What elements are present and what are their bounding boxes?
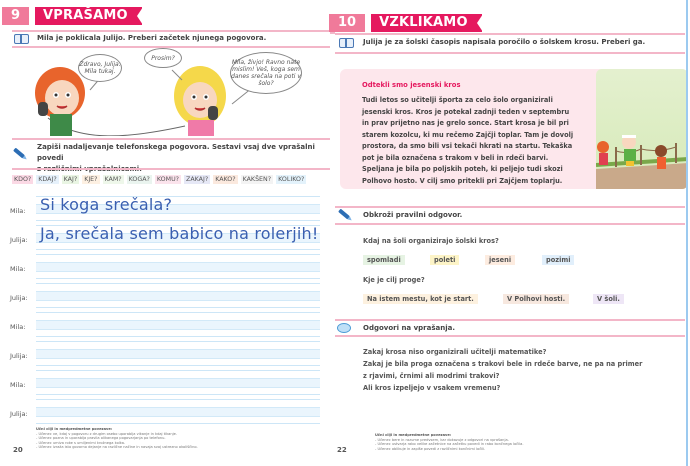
writing-band[interactable]: [36, 378, 320, 388]
question-2: Kje je cilj proge?: [363, 276, 425, 284]
story-line: pot je bila označena s trakom v beli in rdeči barvi.: [362, 153, 549, 162]
guide-line: [36, 254, 320, 255]
guide-line: [36, 365, 320, 366]
guide-line: [36, 283, 320, 284]
instruction-read: Julija je za šolski časopis napisala poročilo o šolskem krosu. Preberi ga.: [363, 38, 646, 46]
open-question: z rjavimi, črnimi ali modrimi trakovi?: [363, 372, 500, 380]
footer-title: Učni cilji in medpredmetne povezave:: [36, 427, 113, 431]
handwritten-answer: Ja, srečala sem babico na rolerjih!: [40, 224, 319, 243]
writing-band[interactable]: [36, 291, 320, 301]
guide-line: [36, 312, 320, 313]
section-number: 9: [2, 7, 29, 25]
footer-item: - Učenec pozna in uporablja pravila olikanega pogovarjanja po telefonu.: [36, 436, 166, 441]
speaker-label: Mila:: [10, 381, 26, 389]
footer-item: - Učenec izraža isto govorno dejanje na različne načine in navaja svoj ustrezno okoliščino.: [36, 445, 198, 450]
section-title: VPRAŠAMO: [35, 7, 142, 25]
story-text: [362, 95, 600, 187]
story-line: Tudi letos so učitelji športa za celo šolo organizirali: [362, 96, 553, 104]
pencil-icon: [338, 209, 350, 220]
instruction-line: [37, 164, 335, 175]
instruction-read: Mila je poklicala Julijo. Preberi začetek njunega pogovora.: [37, 34, 267, 42]
open-question: Zakaj je bila proga označena s trakovi bele in rdeče barve, ne pa na primer: [363, 360, 643, 368]
guide-line: [36, 336, 320, 337]
section-header-10: [329, 14, 482, 32]
left-page: [0, 0, 335, 466]
page-edge: [686, 0, 688, 466]
divider: [335, 335, 685, 337]
speaker-label: Julija:: [10, 410, 28, 418]
writing-band[interactable]: [36, 262, 320, 272]
page-number: 20: [13, 446, 23, 454]
dialogue-row: [0, 312, 330, 341]
guide-line: [36, 249, 320, 250]
speaker-label: Julija:: [10, 236, 28, 244]
speaker-label: Mila:: [10, 323, 26, 331]
pencil-icon: [13, 148, 25, 159]
instruction-write: [37, 142, 335, 175]
question-word-chip: KOLIKO?: [278, 176, 305, 183]
right-page: [335, 0, 690, 466]
answer-option[interactable]: poleti: [430, 255, 459, 265]
footer-item: - Učenec umiva roke s umiljenimi krožnega kolka.: [36, 440, 126, 445]
question-word-chip: KJE?: [84, 176, 98, 183]
story-line: in prav prijetno nas je grelo sonce. Start krosa je bil pri: [362, 119, 569, 127]
running-children-illustration: [596, 69, 688, 189]
answer-option[interactable]: jeseni: [485, 255, 515, 265]
question-word-chip: KAM?: [104, 176, 122, 183]
speaker-label: Julija:: [10, 352, 28, 360]
section-number: 10: [329, 14, 365, 32]
speaker-label: Julija:: [10, 294, 28, 302]
question-word-chip: KAJ?: [63, 176, 78, 183]
book-icon: [14, 34, 29, 44]
answer-option[interactable]: V Polhovi hosti.: [503, 294, 569, 304]
story-line: prostora, da smo bili vsi tekači hkrati na startu. Tekaška: [362, 142, 573, 150]
writing-band[interactable]: [36, 407, 320, 417]
story-line: Speljana je bila po poljskih poteh, ki peljejo tudi skozi: [362, 165, 563, 173]
divider: [335, 33, 685, 35]
dialogue-row: [0, 225, 330, 254]
dialogue-row: [0, 399, 330, 428]
answer-option[interactable]: Na istem mestu, kot je start.: [363, 294, 478, 304]
story-line: starem kozolcu, ki mu rečemo Zajčji toplar. Tam je dovolj: [362, 130, 574, 139]
speaker-label: Mila:: [10, 207, 26, 215]
footer-item: - Učenec oblikuje in zapiše povedi z različnimi končnimi ločili.: [375, 446, 486, 451]
dialogue-row: [0, 283, 330, 312]
story-title: Odtekli smo jesenski kros: [362, 81, 461, 89]
section-title: VZKLIKAMO: [371, 14, 482, 32]
dialogue-row: [0, 196, 330, 225]
guide-line: [36, 307, 320, 308]
question-word-chip: KDAJ?: [38, 176, 57, 183]
learning-goals-left: [36, 427, 198, 450]
writing-band[interactable]: [36, 320, 320, 330]
divider: [335, 206, 685, 208]
section-header-9: [2, 7, 142, 25]
dialogue-row: [0, 254, 330, 283]
open-question: Zakaj krosa niso organizirali učitelji matematike?: [363, 348, 547, 356]
cross-country-race-image: [596, 69, 688, 189]
guide-line: [36, 423, 320, 424]
divider: [335, 319, 685, 321]
speaker-label: Mila:: [10, 265, 26, 273]
book-icon: [339, 38, 354, 48]
speech-bubble-icon: [337, 323, 351, 333]
question-words: [12, 175, 306, 184]
speech-bubble-julija-2: Mila, živjo! Ravno nate mislim! Veš, koga sem danes srečala na poti v šolo?: [230, 52, 302, 94]
answer-option[interactable]: spomladi: [363, 255, 405, 265]
footer-item: - Učenec bere in razume predvsem, kar dokazuje z odgovori na vprašanja.: [375, 437, 509, 442]
page-number: 22: [337, 446, 347, 454]
question-1: Kdaj na šoli organizirajo šolski kros?: [363, 237, 499, 245]
story-line: Polhovo hosto. V cilj smo pritekli pri Zajčjem toplarju.: [362, 176, 563, 185]
footer-item: - Učenec ustvarja rabo velike začetnice na začetku povedi in rabo končnega ločila.: [375, 442, 524, 447]
instruction-circle: Obkroži pravilni odgovor.: [363, 211, 463, 219]
handwritten-answer: Si koga srečala?: [40, 195, 173, 214]
guide-line: [36, 399, 320, 400]
question-word-chip: KAKO?: [215, 176, 236, 183]
question-word-chip: ZAKAJ?: [186, 176, 209, 183]
answer-option[interactable]: V šoli.: [593, 294, 624, 304]
answer-option[interactable]: pozimi: [542, 255, 574, 265]
dialogue-row: [0, 370, 330, 399]
writing-band[interactable]: [36, 349, 320, 359]
speech-bubble-mila: Zdravo, Julija. Mila tukaj.: [78, 54, 122, 82]
divider: [12, 138, 330, 140]
learning-goals-right: [375, 433, 524, 451]
guide-line: [36, 278, 320, 279]
divider: [335, 52, 685, 54]
question-word-chip: KOGA?: [128, 176, 150, 183]
dialogue-row: [0, 341, 330, 370]
story-line: jesenski kros. Kros je potekal zadnji teden v septembru: [362, 107, 570, 116]
guide-line: [36, 370, 320, 371]
instruction-answer: Odgovori na vprašanja.: [363, 324, 455, 332]
divider: [12, 30, 330, 32]
speech-bubble-julija-1: Prosim?: [144, 48, 182, 68]
question-word-chip: KDO?: [14, 176, 32, 183]
divider: [335, 223, 685, 225]
question-word-chip: KOMU?: [156, 176, 180, 183]
footer-item: - Učenec ve, kdaj v pogovoru z drugim osebo uporablja vikanje in kdaj tikanje.: [36, 431, 177, 436]
question-word-chip: KAKŠEN?: [242, 176, 272, 183]
guide-line: [36, 341, 320, 342]
guide-line: [36, 220, 320, 221]
open-question: Ali kros izpeljejo v vsakem vremenu?: [363, 384, 501, 392]
story-box: [340, 69, 688, 189]
instruction-line: Zapiši nadaljevanje telefonskega pogovora. Sestavi vsaj dve vprašalni povedi: [37, 143, 315, 162]
guide-line: [36, 394, 320, 395]
open-questions: [363, 346, 642, 394]
phone-conversation-illustration: [10, 48, 330, 136]
divider: [12, 168, 330, 170]
footer-title: Učni cilji in medpredmetne povezave:: [375, 433, 452, 437]
